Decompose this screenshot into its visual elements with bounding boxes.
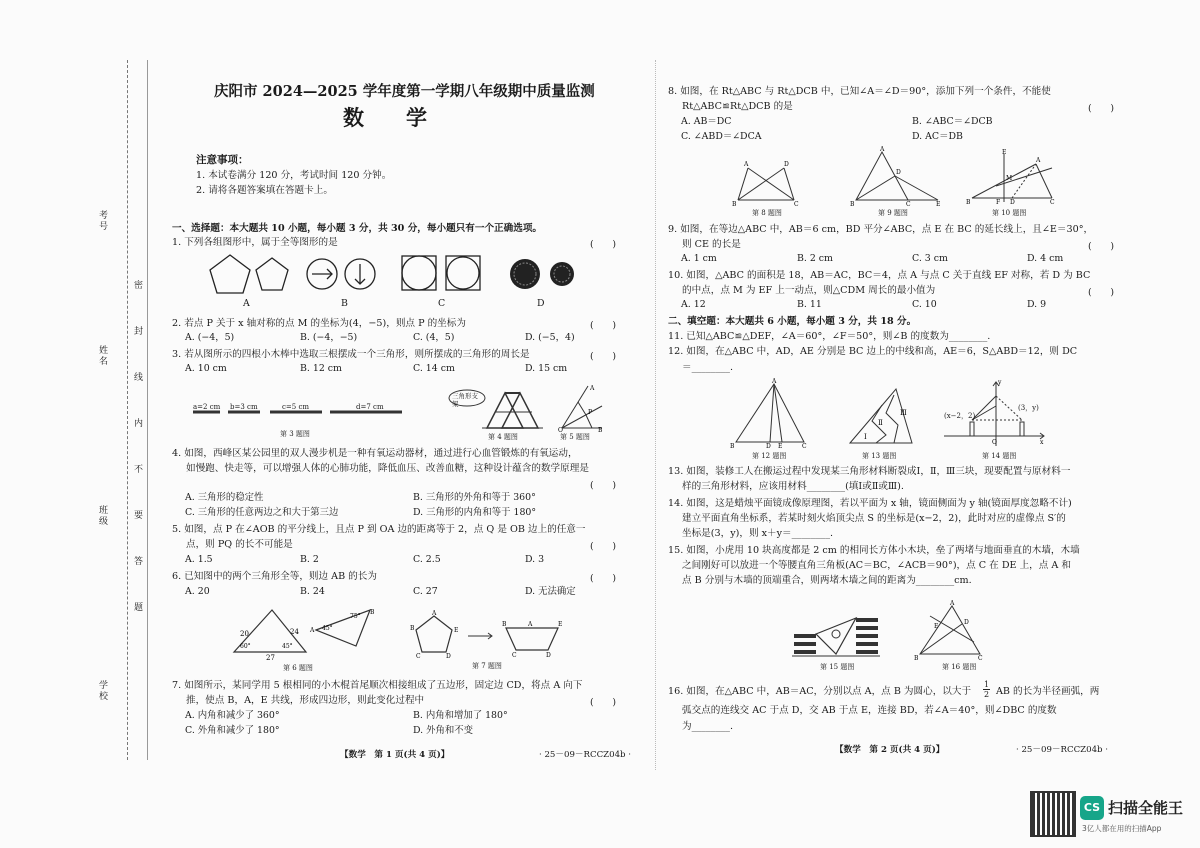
q9-option-c: C. 3 cm xyxy=(912,253,948,264)
q8-figure xyxy=(730,156,800,206)
svg-text:Ⅲ: Ⅲ xyxy=(900,409,907,417)
subject-title: 数 学 xyxy=(343,105,427,130)
q7-stem-line2: 推，使点 B，A，E 共线，形成四边形，则此变化过程中 xyxy=(186,695,425,706)
q10-figure xyxy=(966,150,1061,205)
q15-stem-line1: 15. 如图，小虎用 10 块高度都是 2 cm 的相同长方体小木块，垒了两堵与地面垂直的木墙，木墙 xyxy=(668,545,1080,556)
footer-left-page: 【数学 第 1 页(共 4 页)】 xyxy=(340,750,450,760)
svg-text:C: C xyxy=(794,201,799,208)
svg-text:E: E xyxy=(1002,149,1007,156)
svg-text:B: B xyxy=(850,201,855,208)
q10-figure-caption: 第 10 题图 xyxy=(992,209,1027,217)
q3-answer-paren: ( ) xyxy=(590,351,617,362)
q14-figure-caption: 第 14 题图 xyxy=(982,452,1017,460)
q16-figure xyxy=(910,602,990,660)
q7-answer-paren: ( ) xyxy=(590,697,617,708)
q10-stem-line2: 的中点，点 M 为 EF 上一动点，则△CDM 周长的最小值为 xyxy=(682,285,936,296)
svg-text:D: D xyxy=(964,619,969,626)
q3-stem: 3. 若从图所示的四根小木棒中选取三根摆成一个三角形，则所摆成的三角形的周长是 xyxy=(172,349,530,360)
svg-text:x: x xyxy=(1040,439,1044,446)
q4-option-c: C. 三角形的任意两边之和大于第三边 xyxy=(185,507,339,518)
q10-option-c: C. 10 xyxy=(912,299,937,310)
svg-text:27: 27 xyxy=(266,654,275,662)
q6-figure-caption: 第 6 题图 xyxy=(283,664,313,672)
q2-answer-paren: ( ) xyxy=(590,320,617,331)
footer-right-code: · 25－09－RCCZ04b · xyxy=(1016,745,1109,755)
q14-point-s-prime: (3，y) xyxy=(1018,404,1039,412)
q1-figure-a xyxy=(210,255,288,293)
page-divider xyxy=(655,60,657,770)
svg-text:45°: 45° xyxy=(282,643,293,650)
svg-text:D: D xyxy=(896,169,901,176)
q7-figure-caption: 第 7 题图 xyxy=(472,662,502,670)
svg-text:A: A xyxy=(310,627,315,634)
q9-stem-line2: 则 CE 的长是 xyxy=(682,239,741,250)
q9-figure-caption: 第 9 题图 xyxy=(878,209,908,217)
q1-label-d: D xyxy=(537,298,545,309)
svg-text:A: A xyxy=(1036,157,1041,164)
q7-option-d: D. 外角和不变 xyxy=(413,725,474,736)
svg-text:B: B xyxy=(966,199,971,206)
svg-text:E: E xyxy=(558,621,563,628)
binding-label-xuexiao: 学校 xyxy=(97,680,107,702)
q10-answer-paren: ( ) xyxy=(1088,287,1115,298)
q16-stem-line1b: AB 的长为半径画弧，两 xyxy=(996,686,1100,697)
q5-stem-line2: 点，则 PQ 的长不可能是 xyxy=(186,539,293,550)
svg-text:P: P xyxy=(588,409,593,416)
q1-figure-d xyxy=(510,259,574,289)
section2-heading: 二、填空题：本大题共 6 小题，每小题 3 分，共 18 分。 xyxy=(668,316,917,327)
svg-text:E: E xyxy=(778,443,783,450)
svg-text:B: B xyxy=(914,655,919,662)
svg-text:E: E xyxy=(454,627,459,634)
svg-text:Ⅰ: Ⅰ xyxy=(864,433,867,441)
q3-stick-d: d=7 cm xyxy=(356,403,384,411)
svg-text:D: D xyxy=(446,653,451,660)
svg-text:D: D xyxy=(546,652,551,659)
q13-stem-line2: 样的三角形材料，应该用材料________(填Ⅰ或Ⅱ或Ⅲ). xyxy=(682,481,904,492)
q5-figure-caption: 第 5 题图 xyxy=(560,433,590,441)
svg-text:D: D xyxy=(766,443,771,450)
svg-text:A: A xyxy=(744,161,749,168)
q12-stem-line2: ＝________. xyxy=(682,362,734,373)
svg-text:A: A xyxy=(432,610,437,617)
q16-figure-caption: 第 16 题图 xyxy=(942,663,977,671)
svg-text:A: A xyxy=(772,378,777,385)
q6-option-a: A. 20 xyxy=(185,586,210,597)
q1-figure-c xyxy=(402,256,480,290)
q5-answer-paren: ( ) xyxy=(590,541,617,552)
q11-stem: 11. 已知△ABC≌△DEF，∠A＝60°，∠F＝50°，则∠B 的度数为________. xyxy=(668,331,991,342)
svg-text:60°: 60° xyxy=(240,643,251,650)
q15-figure-caption: 第 15 题图 xyxy=(820,663,855,671)
svg-text:A: A xyxy=(950,600,955,607)
footer-left-code: · 25－09－RCCZ04b · xyxy=(539,750,632,760)
svg-text:D: D xyxy=(1010,199,1015,206)
svg-text:O: O xyxy=(558,427,563,434)
svg-text:A: A xyxy=(590,385,595,392)
q3-stick-a: a=2 cm xyxy=(193,403,221,411)
q2-option-b: B. (−4，−5) xyxy=(300,332,358,343)
q5-option-c: C. 2.5 xyxy=(413,554,441,565)
q1-label-b: B xyxy=(341,298,348,309)
q5-option-a: A. 1.5 xyxy=(185,554,213,565)
svg-text:E: E xyxy=(934,623,939,630)
svg-text:20: 20 xyxy=(240,630,249,638)
q7-stem-line1: 7. 如图所示，某同学用 5 根相同的小木棍首尾顺次相接组成了五边形，固定边 CD，将点 A 向下 xyxy=(172,680,583,691)
q4-figure-caption: 第 4 题图 xyxy=(488,433,518,441)
q2-option-a: A. (−4，5) xyxy=(185,332,235,343)
q6-stem: 6. 已知图中的两个三角形全等，则边 AB 的长为 xyxy=(172,571,377,582)
svg-text:C: C xyxy=(512,652,517,659)
binding-label-banji: 班级 xyxy=(97,505,107,527)
q13-figure-caption: 第 13 题图 xyxy=(862,452,897,460)
q9-answer-paren: ( ) xyxy=(1088,241,1115,252)
q9-stem-line1: 9. 如图，在等边△ABC 中，AB＝6 cm，BD 平分∠ABC，点 E 在 BC 的延长线上，且∠E＝30°， xyxy=(668,224,1094,235)
binding-label-kaohao: 考号 xyxy=(97,210,107,232)
q2-stem: 2. 若点 P 关于 x 轴对称的点 M 的坐标为(4，−5)，则点 P 的坐标为 xyxy=(172,318,466,329)
q8-stem-line2: Rt△ABC≌Rt△DCB 的是 xyxy=(682,101,793,112)
svg-text:C: C xyxy=(978,655,983,662)
q12-figure-caption: 第 12 题图 xyxy=(752,452,787,460)
svg-text:B: B xyxy=(502,621,507,628)
binding-label-xingming: 姓名 xyxy=(97,345,107,367)
svg-text:O: O xyxy=(992,439,997,446)
svg-text:A: A xyxy=(528,621,533,628)
q14-stem-line3: 坐标是(3，y)，则 x＋y＝________. xyxy=(682,528,834,539)
svg-text:B: B xyxy=(410,625,415,632)
qr-code xyxy=(1032,793,1074,835)
notes-heading: 注意事项： xyxy=(196,154,249,166)
svg-text:y: y xyxy=(998,379,1002,386)
q5-option-b: B. 2 xyxy=(300,554,319,565)
q15-figure xyxy=(792,612,880,660)
q6-option-b: B. 24 xyxy=(300,586,325,597)
q2-option-c: C. (4，5) xyxy=(413,332,455,343)
q5-angle-figure xyxy=(558,384,606,432)
q14-stem-line2: 建立平面直角坐标系，若某时刻火焰顶尖点 S 的坐标是(x−2，2)，此时对应的虚像点 S′的 xyxy=(682,513,1066,524)
q3-option-c: C. 14 cm xyxy=(413,363,455,374)
svg-text:C: C xyxy=(802,443,807,450)
binding-warning: 密 封 线 内 不 要 答 题 xyxy=(132,280,142,625)
q6-option-d: D. 无法确定 xyxy=(525,586,576,597)
q4-answer-paren: ( ) xyxy=(590,480,617,491)
q16-stem-line1a: 16. 如图，在△ABC 中，AB＝AC，分别以点 A，点 B 为圆心，以大于 xyxy=(668,686,972,697)
q8-figure-caption: 第 8 题图 xyxy=(752,209,782,217)
notes-line-2: 2. 请将各题答案填在答题卡上。 xyxy=(196,185,333,196)
svg-text:B: B xyxy=(598,427,603,434)
svg-text:24: 24 xyxy=(290,628,299,636)
q9-option-a: A. 1 cm xyxy=(681,253,717,264)
q4-stem-line1: 4. 如图，西峰区某公园里的双人漫步机是一种有氧运动器材，通过进行心血管锻炼的有氧运动， xyxy=(172,448,578,459)
q3-option-a: A. 10 cm xyxy=(185,363,227,374)
exam-title: 庆阳市 2024—2025 学年度第一学期八年级期中质量监测 xyxy=(214,83,595,100)
svg-text:B: B xyxy=(370,609,375,616)
svg-text:B: B xyxy=(730,443,735,450)
q8-option-b: B. ∠ABC＝∠DCB xyxy=(912,116,993,127)
q5-stem-line1: 5. 如图，点 P 在∠AOB 的平分线上，且点 P 到 OA 边的距离等于 2，点 Q 是 OB 边上的任意一 xyxy=(172,524,586,535)
svg-text:B: B xyxy=(732,201,737,208)
q1-label-c: C xyxy=(438,298,446,309)
q10-stem-line1: 10. 如图，△ABC 的面积是 18，AB＝AC，BC＝4，点 A 与点 C 关于直线 EF 对称，若 D 为 BC xyxy=(668,270,1091,281)
q6-triangles-figure xyxy=(228,606,378,662)
q14-point-s: (x−2，2) xyxy=(944,412,976,420)
svg-text:45°: 45° xyxy=(322,625,333,632)
q7-option-b: B. 内角和增加了 180° xyxy=(413,710,508,721)
q16-stem-line3: 为________. xyxy=(682,721,734,732)
q8-option-d: D. AC＝DB xyxy=(912,131,963,142)
q8-option-c: C. ∠ABD＝∠DCA xyxy=(681,131,762,142)
q4-bubble-label: 三角形支架 xyxy=(452,392,478,408)
q9-option-b: B. 2 cm xyxy=(797,253,833,264)
scanner-logo: CS xyxy=(1080,796,1104,820)
q14-stem-line1: 14. 如图，这是蜡烛平面镜成像原理图，若以平面为 x 轴，镜面侧面为 y 轴(镜面厚度忽略不计) xyxy=(668,498,1072,509)
q9-figure xyxy=(848,148,943,206)
q1-label-a: A xyxy=(243,298,250,309)
q7-pentagon-figure xyxy=(410,612,570,658)
scanner-app-name: 扫描全能王 xyxy=(1108,799,1184,817)
q7-option-c: C. 外角和减少了 180° xyxy=(185,725,280,736)
q7-option-a: A. 内角和减少了 360° xyxy=(185,710,280,721)
svg-text:A: A xyxy=(880,146,885,153)
q3-option-d: D. 15 cm xyxy=(525,363,568,374)
q15-stem-line3: 点 B 分别与木墙的顶端重合，则两堵木墙之间的距离为________cm. xyxy=(682,575,972,586)
q4-option-b: B. 三角形的外角和等于 360° xyxy=(413,492,536,503)
q10-option-b: B. 11 xyxy=(797,299,822,310)
binding-line xyxy=(127,60,129,760)
q4-option-d: D. 三角形的内角和等于 180° xyxy=(413,507,537,518)
svg-text:F: F xyxy=(996,199,1001,206)
q1-stem: 1. 下列各组图形中，属于全等图形的是 xyxy=(172,237,338,248)
svg-text:D: D xyxy=(784,161,789,168)
q6-option-c: C. 27 xyxy=(413,586,438,597)
q2-option-d: D. (−5，4) xyxy=(525,332,575,343)
q8-answer-paren: ( ) xyxy=(1088,103,1115,114)
q6-answer-paren: ( ) xyxy=(590,573,617,584)
q16-fraction: 1 2 xyxy=(984,680,990,699)
q5-option-d: D. 3 xyxy=(525,554,545,565)
q12-stem-line1: 12. 如图，在△ABC 中，AD，AE 分别是 BC 边上的中线和高，AE＝6，S△ABD＝12，则 DC xyxy=(668,346,1078,357)
svg-text:E: E xyxy=(936,201,941,208)
q12-figure xyxy=(730,380,810,450)
q3-option-b: B. 12 cm xyxy=(300,363,342,374)
svg-text:Ⅱ: Ⅱ xyxy=(878,419,883,427)
scanner-tagline: 3亿人都在用的扫描App xyxy=(1082,824,1162,833)
section1-heading: 一、选择题：本大题共 10 小题，每小题 3 分，共 30 分，每小题只有一个正确选项。 xyxy=(172,223,543,234)
q8-option-a: A. AB＝DC xyxy=(681,116,732,127)
q3-stick-b: b=3 cm xyxy=(230,403,258,411)
q1-figure-b xyxy=(307,259,375,289)
q10-option-a: A. 12 xyxy=(681,299,706,310)
q13-stem-line1: 13. 如图，装修工人在搬运过程中发现某三角形材料断裂成Ⅰ，Ⅱ，Ⅲ三块，现要配置与原材料一 xyxy=(668,466,1071,477)
q9-option-d: D. 4 cm xyxy=(1027,253,1064,264)
q3-stick-c: c=5 cm xyxy=(282,403,310,411)
svg-text:C: C xyxy=(1050,199,1055,206)
q15-stem-line2: 之间刚好可以放进一个等腰直角三角板(AC＝BC，∠ACB＝90°)，点 C 在 DE 上，点 A 和 xyxy=(682,560,1071,571)
svg-text:C: C xyxy=(416,653,421,660)
footer-right-page: 【数学 第 2 页(共 4 页)】 xyxy=(835,745,945,755)
q1-figures xyxy=(200,250,580,300)
q1-answer-paren: ( ) xyxy=(590,239,617,250)
q10-option-d: D. 9 xyxy=(1027,299,1047,310)
notes-line-1: 1. 本试卷满分 120 分，考试时间 120 分钟。 xyxy=(196,170,392,181)
q13-figure xyxy=(846,385,916,447)
svg-text:C: C xyxy=(906,201,911,208)
svg-text:M: M xyxy=(1006,175,1013,182)
q16-stem-line2: 弧交点的连线交 AC 于点 D，交 AB 于点 E，连接 BD，若∠A＝40°，则∠DBC 的度数 xyxy=(682,705,1057,716)
q4-stem-line2: 如慢跑、快走等，可以增强人体的心肺功能，降低血压、改善血糖，这种设计蕴含的数学原理是 xyxy=(186,463,589,474)
q8-stem-line1: 8. 如图，在 Rt△ABC 与 Rt△DCB 中，已知∠A＝∠D＝90°，添加下列一个条件，不能使 xyxy=(668,86,1051,97)
svg-text:75°: 75° xyxy=(350,613,361,620)
q3-figure-caption: 第 3 题图 xyxy=(280,430,310,438)
q4-option-a: A. 三角形的稳定性 xyxy=(185,492,264,503)
binding-line-2 xyxy=(147,60,149,760)
